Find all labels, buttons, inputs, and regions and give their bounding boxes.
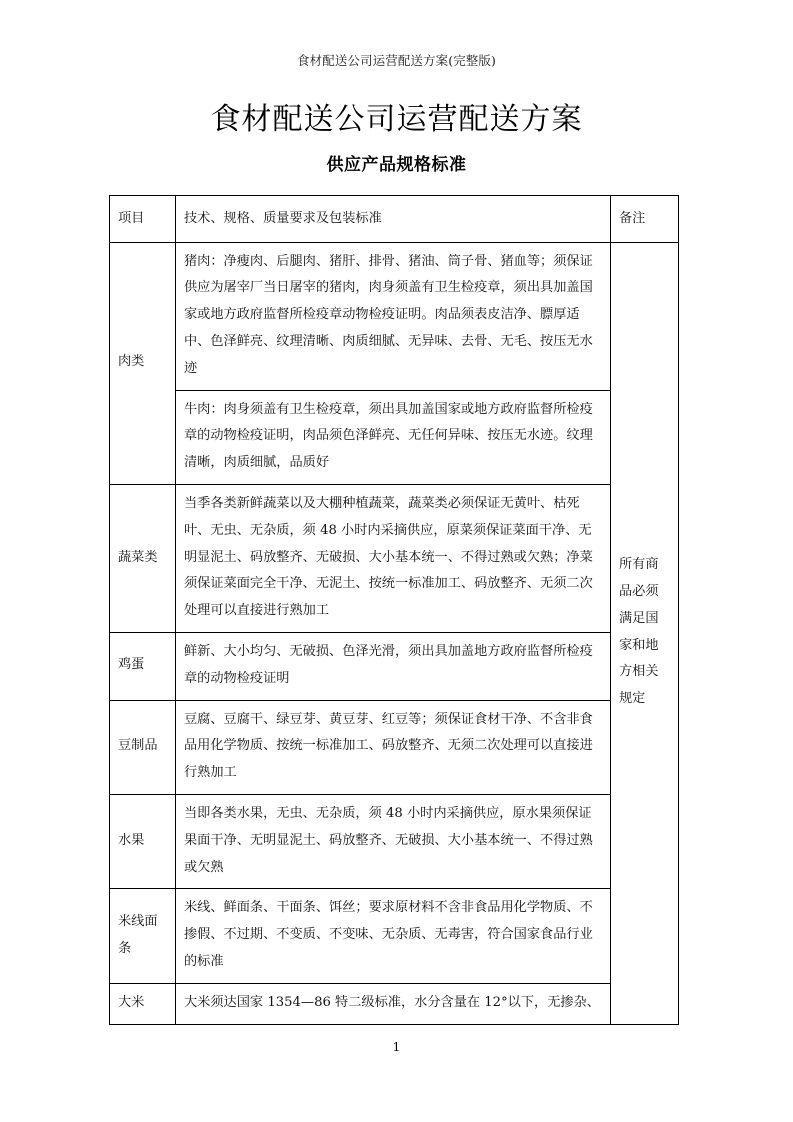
table-row: [110, 700, 679, 794]
row-spec-pork: 猪肉：净瘦肉、后腿肉、猪肝、排骨、猪油、筒子骨、猪血等；须保证供应为屠宰厂当日屠宰的猪肉，肉身须盖有卫生检疫章，须出具加盖国家或地方政府监督所检疫章动物检疫证明。肉品须表皮洁净、膘厚适中、色泽鲜亮、纹理清晰、肉质细腻、无异味、去骨、无毛、按压无水迹: [176, 242, 611, 390]
row-spec-fruit: 当即各类水果，无虫、无杂质，须 48 小时内采摘供应，原水果须保证果面干净、无明显泥土、码放整齐、无破损、大小基本统一、不得过熟或欠熟: [176, 794, 611, 888]
remark-merged-cell: 所有商品必须满足国家和地方相关规定: [611, 242, 679, 1024]
row-spec-eggs: 鲜新、大小均匀、无破损、色泽光滑，须出具加盖地方政府监督所检疫章的动物检疫证明: [176, 632, 611, 700]
table-row: [110, 983, 679, 1024]
page-number: 1: [392, 1040, 401, 1054]
column-header-remark: 备注: [611, 195, 679, 242]
row-item-vegetables: 蔬菜类: [110, 484, 176, 632]
table-row: [110, 632, 679, 700]
page-title: 食材配送公司运营配送方案: [210, 101, 583, 137]
table-row: [110, 242, 679, 390]
row-item-soy-products: 豆制品: [110, 700, 176, 794]
spec-table-container: [0, 174, 793, 1025]
table-row: [110, 390, 679, 484]
table-row: [110, 484, 679, 632]
page-subtitle: 供应产品规格标准: [326, 154, 467, 175]
row-item-meat: 肉类: [110, 242, 176, 484]
row-item-rice: 大米: [110, 983, 176, 1024]
row-spec-vegetables: 当季各类新鲜蔬菜以及大棚种植蔬菜，蔬菜类必须保证无黄叶、枯死叶、无虫、无杂质，须 48 小时内采摘供应，原菜须保证菜面干净、无明显泥土、码放整齐、无破损、大小基本统一、不得过熟或欠熟；净菜须保证菜面完全干净、无泥土、按统一标准加工、码放整齐、无须二次处理可以直接进行熟加工: [176, 484, 611, 632]
running-header: 食材配送公司运营配送方案(完整版): [297, 53, 496, 68]
product-spec-table: [109, 195, 679, 1025]
row-spec-noodles: 米线、鲜面条、干面条、饵丝；要求原材料不含非食品用化学物质、不掺假、不过期、不变质、不变味、无杂质、无毒害，符合国家食品行业的标准: [176, 889, 611, 983]
row-item-eggs: 鸡蛋: [110, 632, 176, 700]
row-item-noodles: 米线面条: [110, 889, 176, 983]
row-item-fruit: 水果: [110, 794, 176, 888]
row-spec-beef: 牛肉：肉身须盖有卫生检疫章，须出具加盖国家或地方政府监督所检疫章的动物检疫证明，肉品须色泽鲜亮、无任何异味、按压无水迹。纹理清晰，肉质细腻，品质好: [176, 390, 611, 484]
column-header-item: 项目: [110, 195, 176, 242]
table-row: [110, 794, 679, 888]
row-spec-rice: 大米须达国家 1354—86 特二级标准，水分含量在 12°以下，无掺杂、: [176, 983, 611, 1024]
row-spec-soy-products: 豆腐、豆腐干、绿豆芽、黄豆芽、红豆等；须保证食材干净、不含非食品用化学物质、按统一标准加工、码放整齐、无须二次处理可以直接进行熟加工: [176, 700, 611, 794]
table-header-row: [110, 195, 679, 242]
column-header-spec: 技术、规格、质量要求及包装标准: [176, 195, 611, 242]
table-row: [110, 889, 679, 983]
